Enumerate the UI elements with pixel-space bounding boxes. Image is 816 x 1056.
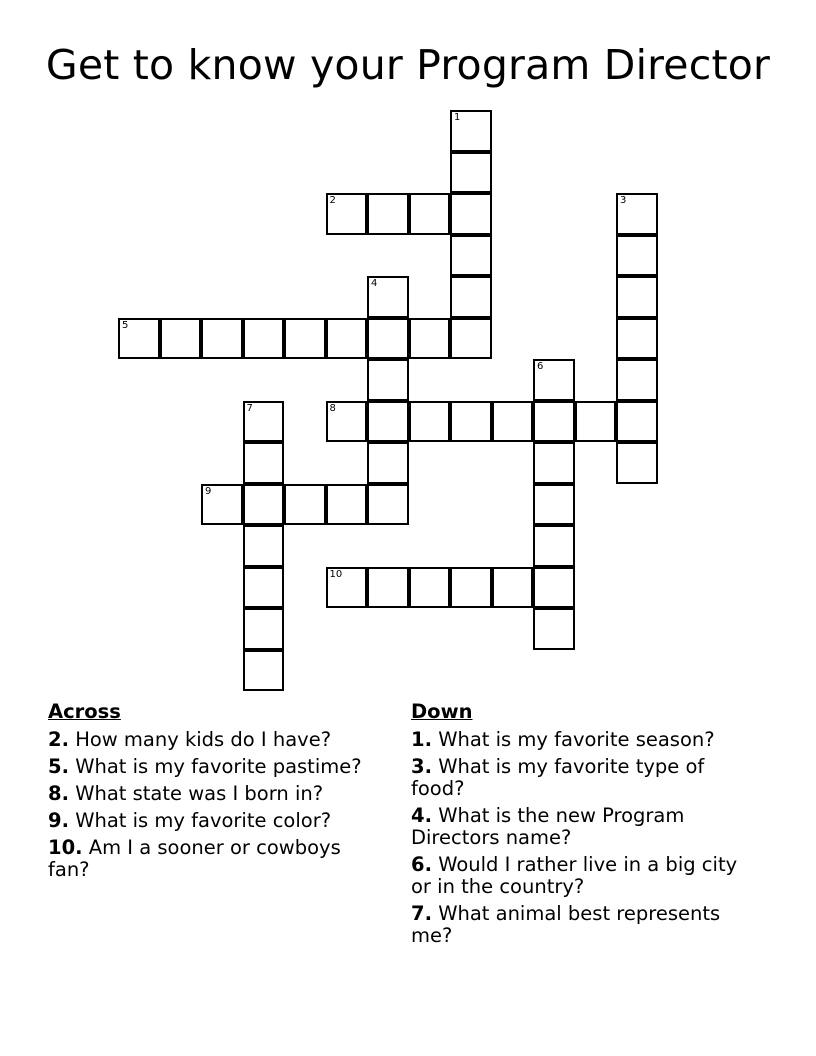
clue-text: What is my favorite pastime? <box>75 755 362 778</box>
clue-number: 7. <box>411 902 432 925</box>
crossword-cell[interactable] <box>326 401 368 443</box>
crossword-cell[interactable] <box>616 442 658 484</box>
clue-number: 4. <box>411 804 432 827</box>
crossword-cell[interactable] <box>243 401 285 443</box>
clue-text: What is my favorite type of food? <box>411 755 705 800</box>
clue-text: How many kids do I have? <box>75 728 332 751</box>
crossword-cell[interactable] <box>616 276 658 318</box>
clue-text: What is my favorite color? <box>75 809 332 832</box>
crossword-cell[interactable] <box>367 567 409 609</box>
crossword-cell[interactable] <box>326 193 368 235</box>
crossword-cell[interactable] <box>450 193 492 235</box>
across-heading: Across <box>48 700 121 723</box>
crossword-cell[interactable] <box>533 484 575 526</box>
crossword-cell[interactable] <box>201 318 243 360</box>
crossword-cell[interactable] <box>367 442 409 484</box>
cell-number: 7 <box>246 402 253 414</box>
clue-text: Would I rather live in a big city or in the country? <box>411 853 738 898</box>
down-clue <box>411 854 761 898</box>
crossword-cell[interactable] <box>326 567 368 609</box>
down-clue <box>411 729 761 751</box>
crossword-cell[interactable] <box>243 567 285 609</box>
clue-number: 3. <box>411 755 432 778</box>
across-clue <box>48 756 378 778</box>
crossword-cell[interactable] <box>533 567 575 609</box>
crossword-cell[interactable] <box>367 401 409 443</box>
crossword-cell[interactable] <box>367 318 409 360</box>
clue-number: 10. <box>48 836 83 859</box>
crossword-cell[interactable] <box>409 567 451 609</box>
cell-number: 1 <box>454 112 461 123</box>
across-clue <box>48 837 378 881</box>
cell-number: 10 <box>329 568 343 580</box>
cell-number: 5 <box>122 319 129 331</box>
crossword-cell[interactable] <box>367 484 409 526</box>
cell-number: 3 <box>620 195 627 206</box>
across-clue <box>48 783 378 805</box>
across-clue <box>48 729 378 751</box>
crossword-cell[interactable] <box>367 193 409 235</box>
crossword-cell[interactable] <box>243 318 285 360</box>
clue-text: What is the new Program Directors name? <box>411 804 685 849</box>
crossword-cell[interactable] <box>533 401 575 443</box>
crossword-cell[interactable] <box>409 401 451 443</box>
crossword-cell[interactable] <box>450 318 492 360</box>
crossword-cell[interactable] <box>450 276 492 318</box>
crossword-cell[interactable] <box>450 110 492 152</box>
crossword-cell[interactable] <box>616 193 658 235</box>
cell-number: 9 <box>205 485 212 497</box>
crossword-cell[interactable] <box>492 567 534 609</box>
crossword-cell[interactable] <box>243 608 285 650</box>
crossword-cell[interactable] <box>243 650 285 692</box>
clue-text: What is my favorite season? <box>438 728 715 751</box>
crossword-cell[interactable] <box>616 401 658 443</box>
crossword-cell[interactable] <box>160 318 202 360</box>
crossword-cell[interactable] <box>533 608 575 650</box>
down-heading: Down <box>411 700 473 723</box>
crossword-cell[interactable] <box>367 276 409 318</box>
crossword-cell[interactable] <box>450 235 492 277</box>
page-title: Get to know your Program Director <box>45 41 771 89</box>
down-clue <box>411 903 761 947</box>
crossword-cell[interactable] <box>450 152 492 194</box>
cell-number: 6 <box>537 361 544 372</box>
crossword-cell[interactable] <box>616 318 658 360</box>
cell-number: 8 <box>329 402 336 414</box>
crossword-cell[interactable] <box>450 401 492 443</box>
crossword-cell[interactable] <box>201 484 243 526</box>
across-clue <box>48 810 378 832</box>
clue-text: Am I a sooner or cowboys fan? <box>48 836 341 881</box>
clue-number: 8. <box>48 782 69 805</box>
crossword-cell[interactable] <box>616 359 658 401</box>
crossword-cell[interactable] <box>533 359 575 401</box>
clue-number: 6. <box>411 853 432 876</box>
cell-number: 4 <box>371 278 378 289</box>
clue-text: What state was I born in? <box>75 782 324 805</box>
down-clue <box>411 756 761 800</box>
crossword-cell[interactable] <box>367 359 409 401</box>
crossword-cell[interactable] <box>243 525 285 567</box>
clue-number: 2. <box>48 728 69 751</box>
clue-number: 5. <box>48 755 69 778</box>
crossword-cell[interactable] <box>243 484 285 526</box>
crossword-cell[interactable] <box>243 442 285 484</box>
down-clue <box>411 805 761 849</box>
clue-text: What animal best represents me? <box>411 902 721 947</box>
crossword-cell[interactable] <box>575 401 617 443</box>
crossword-cell[interactable] <box>118 318 160 360</box>
clue-number: 9. <box>48 809 69 832</box>
crossword-cell[interactable] <box>450 567 492 609</box>
crossword-cell[interactable] <box>326 484 368 526</box>
crossword-cell[interactable] <box>533 525 575 567</box>
crossword-cell[interactable] <box>326 318 368 360</box>
crossword-cell[interactable] <box>533 442 575 484</box>
crossword-cell[interactable] <box>409 193 451 235</box>
crossword-cell[interactable] <box>284 318 326 360</box>
crossword-cell[interactable] <box>492 401 534 443</box>
crossword-cell[interactable] <box>284 484 326 526</box>
crossword-cell[interactable] <box>409 318 451 360</box>
across-clues <box>48 701 378 886</box>
clue-number: 1. <box>411 728 432 751</box>
crossword-cell[interactable] <box>616 235 658 277</box>
down-clues <box>411 701 761 952</box>
cell-number: 2 <box>329 195 336 206</box>
